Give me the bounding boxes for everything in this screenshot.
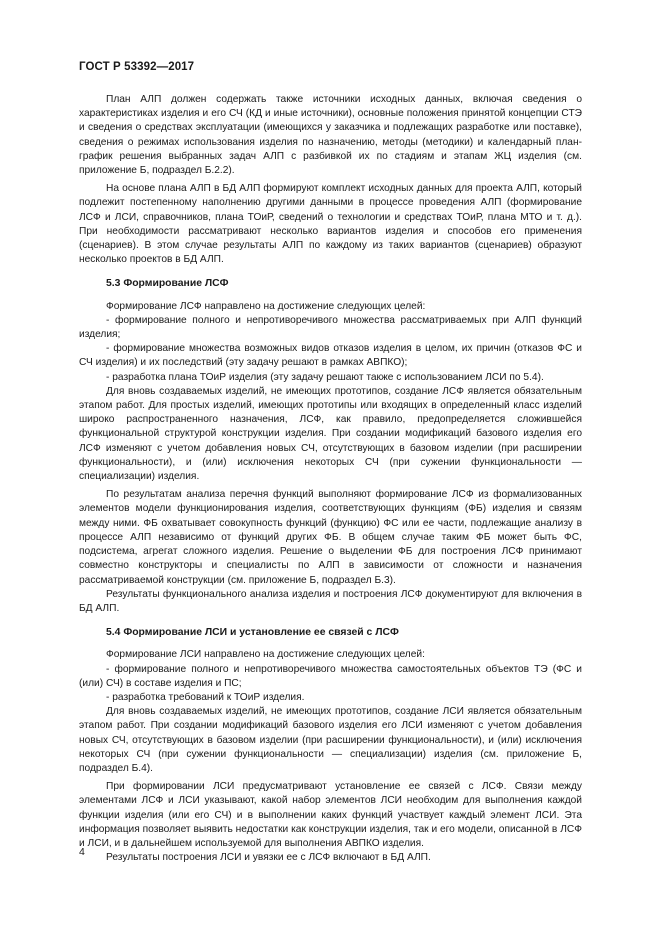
list-item: - формирование множества возможных видов отказов изделия в целом, их причин (отказов ФС и СЧ изделия) и их последствий (эту задачу решают в рамках АВПКО); <box>79 343 582 369</box>
paragraph: Формирование ЛСИ направлено на достижение следующих целей: <box>106 649 425 661</box>
list-item: - разработка требований к ТОиР изделия. <box>106 691 305 703</box>
paragraph: По результатам анализа перечня функций выполняют формирование ЛСФ из формализованных элементов модели функционирования изделия, соответствующих функциям (ФБ) изделия и связям между ними. ФБ охватывает совокупность функций (функцию) ФС или ее части, подлежащие анализу в процессе АЛП независимо от функций других ФБ. В общем случае таким ФБ может быть ФС, подсистема, агрегат сложного изделия. Решение о выделении ФБ для построения ЛСФ принимают совместно конструкторы и специалисты по АЛП в зависимости от сложности и назначения рассматриваемой конструкции (см. приложение Б, подраздел Б.3). <box>79 489 582 586</box>
section-heading-5-3: 5.3 Формирование ЛСФ <box>106 278 229 290</box>
list-item: - формирование полного и непротиворечивого множества рассматриваемых при АЛП функций изделия; <box>79 314 582 341</box>
page-body <box>79 93 582 865</box>
paragraph: Для вновь создаваемых изделий, не имеющих прототипов, создание ЛСИ является обязательным этапом работ. При создании модификаций базового изделия его ЛСИ изменяют с учетом добавления новых СЧ, отсутствующих в базовом изделии (при расширении функциональности), и (или) исключения некоторых СЧ (при сужении функциональности — специализации) изделия (см. приложение Б, подраздел Б.4). <box>79 706 582 774</box>
list-item: - формирование полного и непротиворечивого множества самостоятельных объектов ТЭ (ФС и (или) СЧ) в составе изделия и ПС; <box>79 663 582 689</box>
paragraph: Результаты построения ЛСИ и увязки ее с ЛСФ включают в БД АЛП. <box>106 852 431 864</box>
document-code-header: ГОСТ Р 53392—2017 <box>79 61 195 73</box>
paragraph: Результаты функционального анализа изделия и построения ЛСФ документируют для включения в БД АЛП. <box>79 588 582 614</box>
list-item: - разработка плана ТОиР изделия (эту задачу решают также с использованием ЛСИ по 5.4). <box>106 371 544 383</box>
section-heading-5-4: 5.4 Формирование ЛСИ и установление ее связей с ЛСФ <box>106 627 399 639</box>
paragraph: Для вновь создаваемых изделий, не имеющих прототипов, создание ЛСФ является обязательным этапом работ. Для простых изделий, имеющих прототипы или входящих в определенный класс изделий широко распространенного назначения, ЛСФ, как правило, предопределяется сложившейся функциональной структурой конструкции изделия. При создании модификаций базового изделия его ЛСФ изменяют с учетом добавления новых СЧ, отсутствующих в базовом изделии (при расширении функциональности), и (или) исключения некоторых СЧ (при сужении функциональности — специализации) изделия. <box>79 385 582 483</box>
paragraph: При формировании ЛСИ предусматривают установление ее связей с ЛСФ. Связи между элементами ЛСФ и ЛСИ указывают, какой набор элементов ЛСИ необходим для выполнения каждой функции изделия (или его СЧ) и в выполнении каких функций участвует каждый элемент ЛСИ. Эта информация позволяет выявить недостатки как конструкции изделия, так и его модели, описанной в ЛСФ и ЛСИ, и в дальнейшем используемой для выполнения АВПКО изделия. <box>79 781 582 849</box>
paragraph: Формирование ЛСФ направлено на достижение следующих целей: <box>106 300 426 312</box>
page-number: 4 <box>79 846 85 858</box>
paragraph: На основе плана АЛП в БД АЛП формируют комплект исходных данных для проекта АЛП, который подлежит постепенному наполнению другими данными в процессе проведения АЛП (формирование ЛСФ и ЛСИ, справочников, плана ТОиР, сведений о технологии и средствах ТОиР, плана МТО и т. д.). При необходимости рассматривают несколько вариантов изделия и способов его применения (сценариев). В этом случае результаты АЛП по каждому из таких вариантов (сценариев) образуют несколько проектов в БД АЛП. <box>79 183 582 266</box>
paragraph: План АЛП должен содержать также источники исходных данных, включая сведения о характеристиках изделия и его СЧ (КД и иные источники), основные положения принятой концепции СТЭ и сведения о средствах эксплуатации (имеющихся у заказчика и подлежащих разработке или поставке), сведения о режимах использования изделия по назначению, методы (методики) и календарный план-график решения выбранных задач АЛП с разбивкой их по стадиям и этапам ЖЦ изделия (см. приложение Б, подраздел Б.2.2). <box>79 94 582 177</box>
